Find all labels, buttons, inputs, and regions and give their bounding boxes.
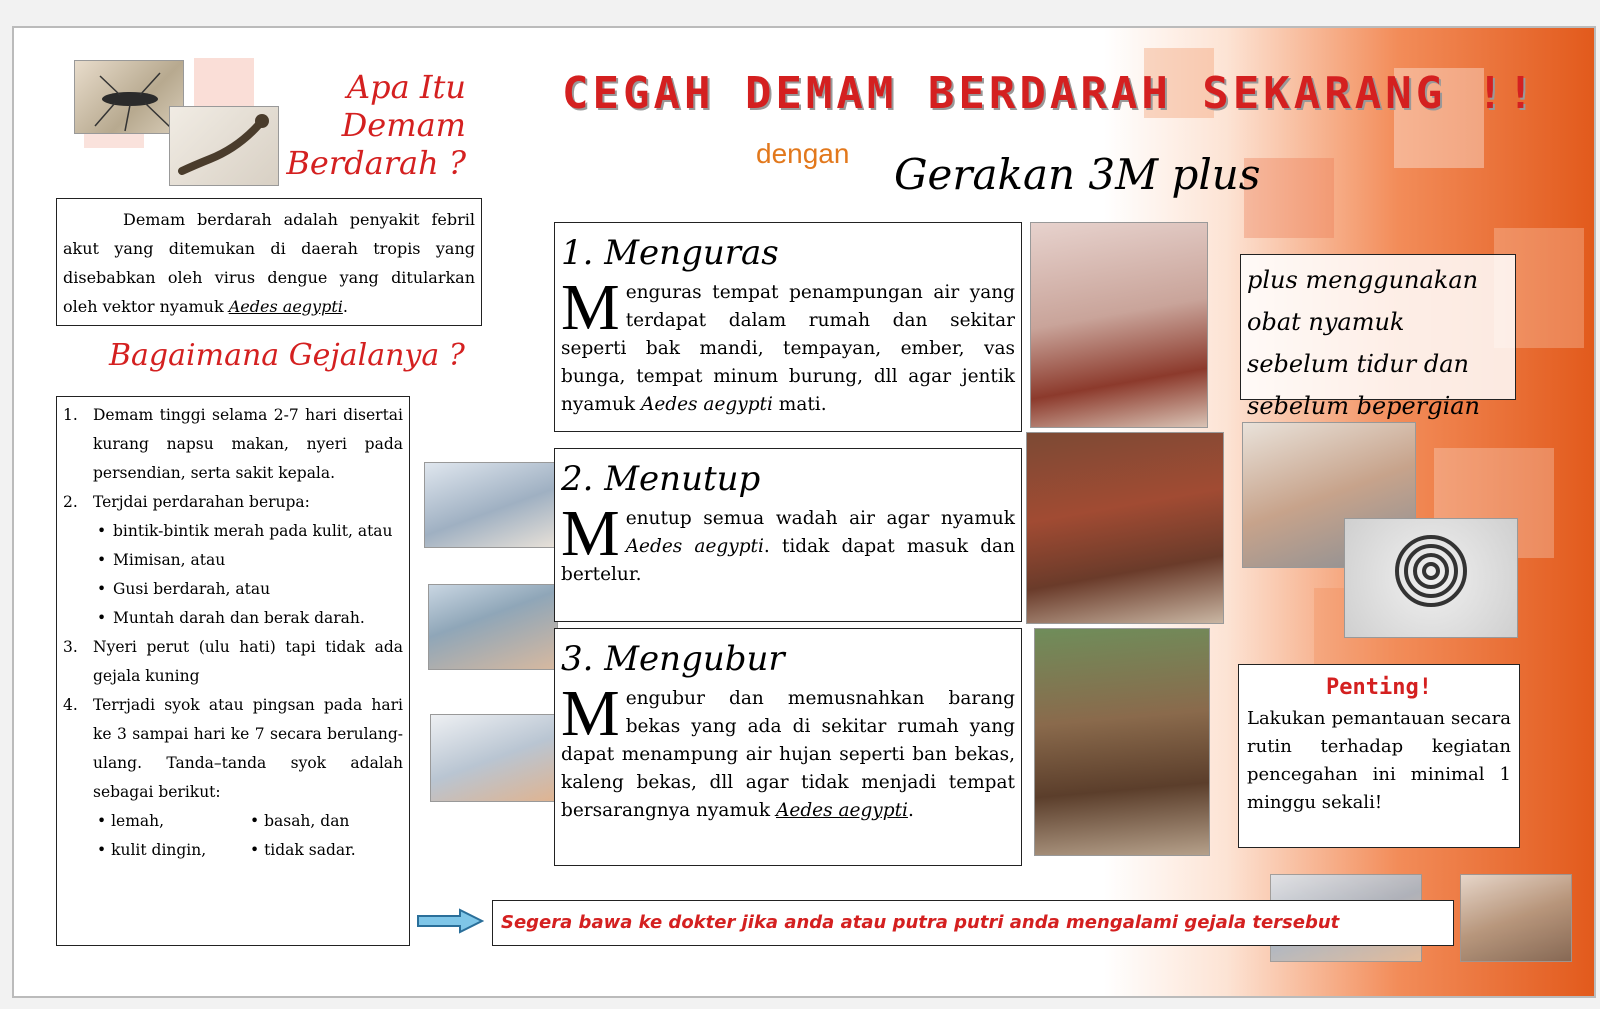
bleeding-item: • bintik-bintik merah pada kulit, atau bbox=[97, 517, 403, 546]
step-species: Aedes aegypti bbox=[640, 394, 773, 415]
shock-text: tidak sadar. bbox=[264, 841, 356, 859]
shock-list bbox=[63, 807, 403, 865]
shock-text: basah, dan bbox=[264, 812, 350, 830]
mosquito-coil-photo bbox=[1344, 518, 1518, 638]
shock-item: • kulit dingin, bbox=[97, 841, 207, 859]
patient-photo bbox=[424, 462, 558, 548]
larva-photo bbox=[169, 106, 279, 186]
shock-text: kulit dingin, bbox=[111, 841, 207, 859]
step-dropcap: M bbox=[561, 271, 620, 344]
shock-item: • lemah, bbox=[97, 812, 165, 830]
shock-item: • tidak sadar. bbox=[250, 841, 356, 859]
step-dropcap: M bbox=[561, 497, 620, 570]
step-text: enguras tempat penampungan air yang terdapat dalam rumah dan sekitar seperti bak mandi, tempayan, ember, vas bunga, tempat minum burung, dll agar jentik nyamuk bbox=[561, 282, 1015, 415]
symptom-text: Terjdai perdarahan berupa: bbox=[93, 493, 310, 511]
intro-text: Demam berdarah adalah penyakit febril akut yang ditemukan di daerah tropis yang disebabkan oleh virus dengue yang ditularkan oleh vektor nyamuk bbox=[63, 210, 475, 316]
symptoms-box bbox=[56, 396, 410, 946]
intro-heading: Apa Itu Demam Berdarah ? bbox=[286, 68, 466, 182]
shock-item: • basah, dan bbox=[250, 812, 350, 830]
draining-photo bbox=[1030, 222, 1208, 428]
dengan-label: dengan bbox=[756, 138, 850, 169]
mosquito-photo bbox=[74, 60, 184, 134]
patient-photo bbox=[428, 584, 558, 670]
step-species: Aedes aegypti bbox=[625, 536, 764, 557]
cta-banner: Segera bawa ke dokter jika anda atau putra putri anda mengalami gejala tersebut bbox=[492, 900, 1454, 946]
step-species: Aedes aegypti bbox=[776, 800, 908, 821]
step-heading: 1. Menguras bbox=[561, 233, 779, 273]
symptom-text: Demam tinggi selama 2-7 hari disertai kurang napsu makan, nyeri pada persendian, serta sakit kepala. bbox=[93, 406, 403, 482]
bleeding-text: Mimisan, atau bbox=[113, 551, 226, 569]
step-end: mati. bbox=[772, 394, 827, 415]
intro-box bbox=[56, 198, 482, 326]
symptom-item: 2. Terjdai perdarahan berupa: bbox=[63, 488, 403, 517]
plus-box: plus menggunakan obat nyamuk sebelum tidur dan sebelum bepergian bbox=[1240, 254, 1516, 400]
step-heading: 3. Mengubur bbox=[561, 639, 785, 679]
symptoms-heading: Bagaimana Gejalanya ? bbox=[109, 338, 465, 373]
step-menguras bbox=[554, 222, 1022, 432]
bleeding-item: • Gusi berdarah, atau bbox=[97, 575, 403, 604]
important-box bbox=[1238, 664, 1520, 848]
step-heading: 2. Menutup bbox=[561, 459, 761, 499]
symptom-item: 4. Terrjadi syok atau pingsan pada hari ke 3 sampai hari ke 7 secara berulang-ulang. Tanda–tanda syok adalah sebagai berikut: bbox=[63, 691, 403, 807]
step-menutup bbox=[554, 448, 1022, 622]
bleeding-item: • Mimisan, atau bbox=[97, 546, 403, 575]
patient-photo bbox=[430, 714, 560, 802]
hospital-photo bbox=[1460, 874, 1572, 962]
poster bbox=[12, 26, 1596, 998]
step-text: enutup semua wadah air agar nyamuk bbox=[625, 508, 1015, 529]
bleeding-list bbox=[63, 517, 403, 633]
intro-species: Aedes aegypti bbox=[228, 297, 343, 316]
shock-text: lemah, bbox=[111, 812, 165, 830]
step-end: . bbox=[907, 800, 914, 821]
step-mengubur bbox=[554, 628, 1022, 866]
step-end: . tidak dapat masuk dan bertelur. bbox=[561, 536, 1015, 585]
symptom-text: Terrjadi syok atau pingsan pada hari ke 3 sampai hari ke 7 secara berulang-ulang. Tanda–tanda syok adalah sebagai berikut: bbox=[93, 696, 403, 801]
symptom-item: 3. Nyeri perut (ulu hati) tapi tidak ada gejala kuning bbox=[63, 633, 403, 691]
bleeding-text: Muntah darah dan berak darah. bbox=[113, 609, 365, 627]
burying-photo bbox=[1034, 628, 1210, 856]
step-text: engubur dan memusnahkan barang bekas yang ada di sekitar rumah yang dapat menampung air hujan seperti ban bekas, kaleng bekas, dll agar tidak menjadi tempat bersarangnya nyamuk bbox=[561, 688, 1015, 821]
important-text: Lakukan pemantauan secara rutin terhadap kegiatan pencegahan ini minimal 1 minggu sekali! bbox=[1247, 708, 1511, 813]
bleeding-text: Gusi berdarah, atau bbox=[113, 580, 271, 598]
poster-subtitle: Gerakan 3M plus bbox=[894, 150, 1261, 199]
covering-photo bbox=[1026, 432, 1224, 624]
symptom-text: Nyeri perut (ulu hati) tapi tidak ada gejala kuning bbox=[93, 638, 403, 685]
symptom-item: 1. Demam tinggi selama 2-7 hari disertai kurang napsu makan, nyeri pada persendian, serta sakit kepala. bbox=[63, 401, 403, 488]
bleeding-text: bintik-bintik merah pada kulit, atau bbox=[113, 522, 393, 540]
step-dropcap: M bbox=[561, 677, 620, 750]
poster-title: CEGAH DEMAM BERDARAH SEKARANG !! bbox=[562, 68, 1538, 119]
important-title: Penting! bbox=[1326, 675, 1432, 700]
arrow-right-icon bbox=[416, 908, 484, 934]
bleeding-item: • Muntah darah dan berak darah. bbox=[97, 604, 403, 633]
intro-period: . bbox=[342, 297, 348, 316]
